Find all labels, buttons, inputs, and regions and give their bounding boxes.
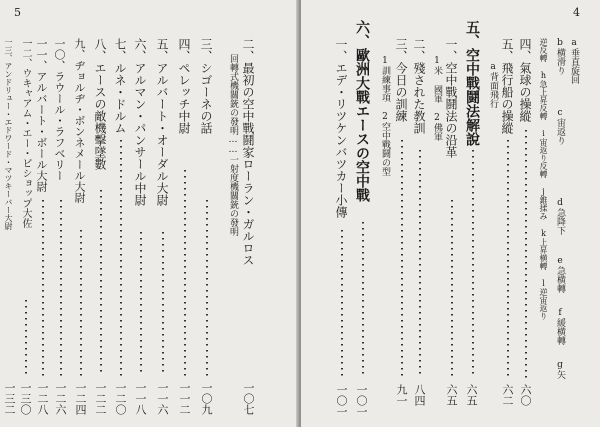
- leader-dots: [140, 232, 142, 376]
- toc-entry: 四、ペレッチ中尉: [177, 38, 191, 134]
- toc-entry: 二、殘された教訓: [412, 38, 426, 134]
- toc-page: 八四: [413, 384, 426, 406]
- toc-entry: 七、ルネ・ドルム: [113, 38, 127, 134]
- toc-page: 一〇一: [335, 384, 348, 417]
- leader-dots: [507, 140, 509, 378]
- toc-entry: 一〇、ラウール・ラフベリー: [53, 38, 66, 181]
- toc-page: 一〇九: [200, 382, 213, 415]
- toc-entry: 一、空中戰鬪法の沿革: [444, 38, 458, 158]
- toc-page: 一二〇: [114, 382, 127, 415]
- toc-page: 一二八: [36, 382, 49, 415]
- toc-page: 一〇一: [355, 384, 368, 417]
- toc-entry: 二、最初の空中戰鬪家ローラン・ガルロス: [241, 38, 255, 266]
- toc-entry: 三、シゴーネの話: [199, 38, 213, 134]
- toc-entry: 一、エデ・リツケンバツカー小傳: [334, 38, 348, 218]
- toc-subentry: b横滑り: [555, 38, 565, 75]
- toc-subentry: 1訓練事項 2空中戰鬪の型: [380, 56, 390, 176]
- leader-dots: [341, 230, 343, 378]
- toc-page: 六五: [465, 384, 478, 406]
- toc-entry: 一三、アンドリュー・エドワード・マツキーバー大尉: [4, 38, 13, 230]
- leader-dots: [120, 140, 122, 376]
- leader-dots: [451, 200, 453, 378]
- right-page-number: 4: [573, 6, 580, 19]
- toc-entry: 一二、ウキャアム・エー・ビショップ大佐: [20, 38, 31, 228]
- toc-entry: 八、エースの敵機擊墜數: [93, 38, 107, 170]
- toc-page: 一三〇: [19, 382, 32, 415]
- toc-subentry: f緩横轉: [555, 308, 565, 345]
- toc-entry: 九、ヂョルヂ・ボンネメール大尉: [73, 38, 86, 203]
- toc-page: 一〇七: [242, 382, 255, 415]
- leader-dots: [419, 150, 421, 378]
- toc-subentry: a背面飛行: [488, 62, 498, 108]
- toc-subentry: d急降下: [555, 198, 565, 235]
- leader-dots: [162, 232, 164, 376]
- toc-subentry: 1米 國軍 2佛軍: [432, 56, 442, 141]
- leader-dots: [25, 300, 27, 376]
- leader-dots: [60, 200, 62, 376]
- toc-section-heading: 六、歐洲大戰エースの空中戰: [354, 20, 370, 202]
- right-page: [301, 0, 600, 427]
- toc-page: 一二六: [54, 382, 67, 415]
- toc-section-heading: 五、空中戰鬪法解說: [464, 20, 480, 146]
- toc-entry: 五、アルバート・オーダル大尉: [155, 38, 169, 206]
- toc-page: 一一二: [178, 382, 191, 415]
- leader-dots: [80, 230, 82, 376]
- toc-page: 一一八: [134, 382, 147, 415]
- toc-subentry: a垂直旋回: [569, 38, 579, 84]
- toc-subentry: g矢: [555, 360, 565, 379]
- leader-dots: [362, 222, 364, 378]
- left-page: [0, 0, 299, 427]
- toc-entry: 四、氣球の操縱: [518, 38, 532, 122]
- toc-subentry: 逆反轉 h急上昇反轉 i宙返り反轉 j錐揉み k上昇横轉 l逆宙返り: [539, 38, 548, 320]
- toc-entry: 六、アルマン・パンサール中尉: [133, 38, 147, 206]
- toc-page: 六二: [501, 384, 514, 406]
- toc-page: 九一: [395, 384, 408, 406]
- left-page-number: 5: [14, 6, 21, 19]
- toc-entry: 一一、アルバート・ボール大尉: [35, 38, 48, 192]
- toc-page: 六〇: [519, 384, 532, 406]
- leader-dots: [472, 150, 474, 378]
- leader-dots: [525, 130, 527, 378]
- toc-entry: 五、飛行船の操縱: [500, 38, 514, 134]
- leader-dots: [401, 140, 403, 378]
- toc-page: 一二二: [94, 382, 107, 415]
- toc-page: 一一六: [156, 382, 169, 415]
- toc-page: 六五: [445, 384, 458, 406]
- toc-subentry: 回轉式機關銃の發明……一射度機關銃の發明: [228, 54, 238, 236]
- leader-dots: [206, 200, 208, 376]
- leader-dots: [42, 200, 44, 376]
- leader-dots: [184, 170, 186, 376]
- toc-subentry: e急横轉: [555, 256, 565, 293]
- toc-page: 一三二: [3, 382, 16, 415]
- toc-entry: 三、今日の訓練: [394, 38, 408, 122]
- toc-page: 一二四: [74, 382, 87, 415]
- leader-dots: [100, 190, 102, 376]
- toc-subentry: c宙返り: [555, 108, 565, 145]
